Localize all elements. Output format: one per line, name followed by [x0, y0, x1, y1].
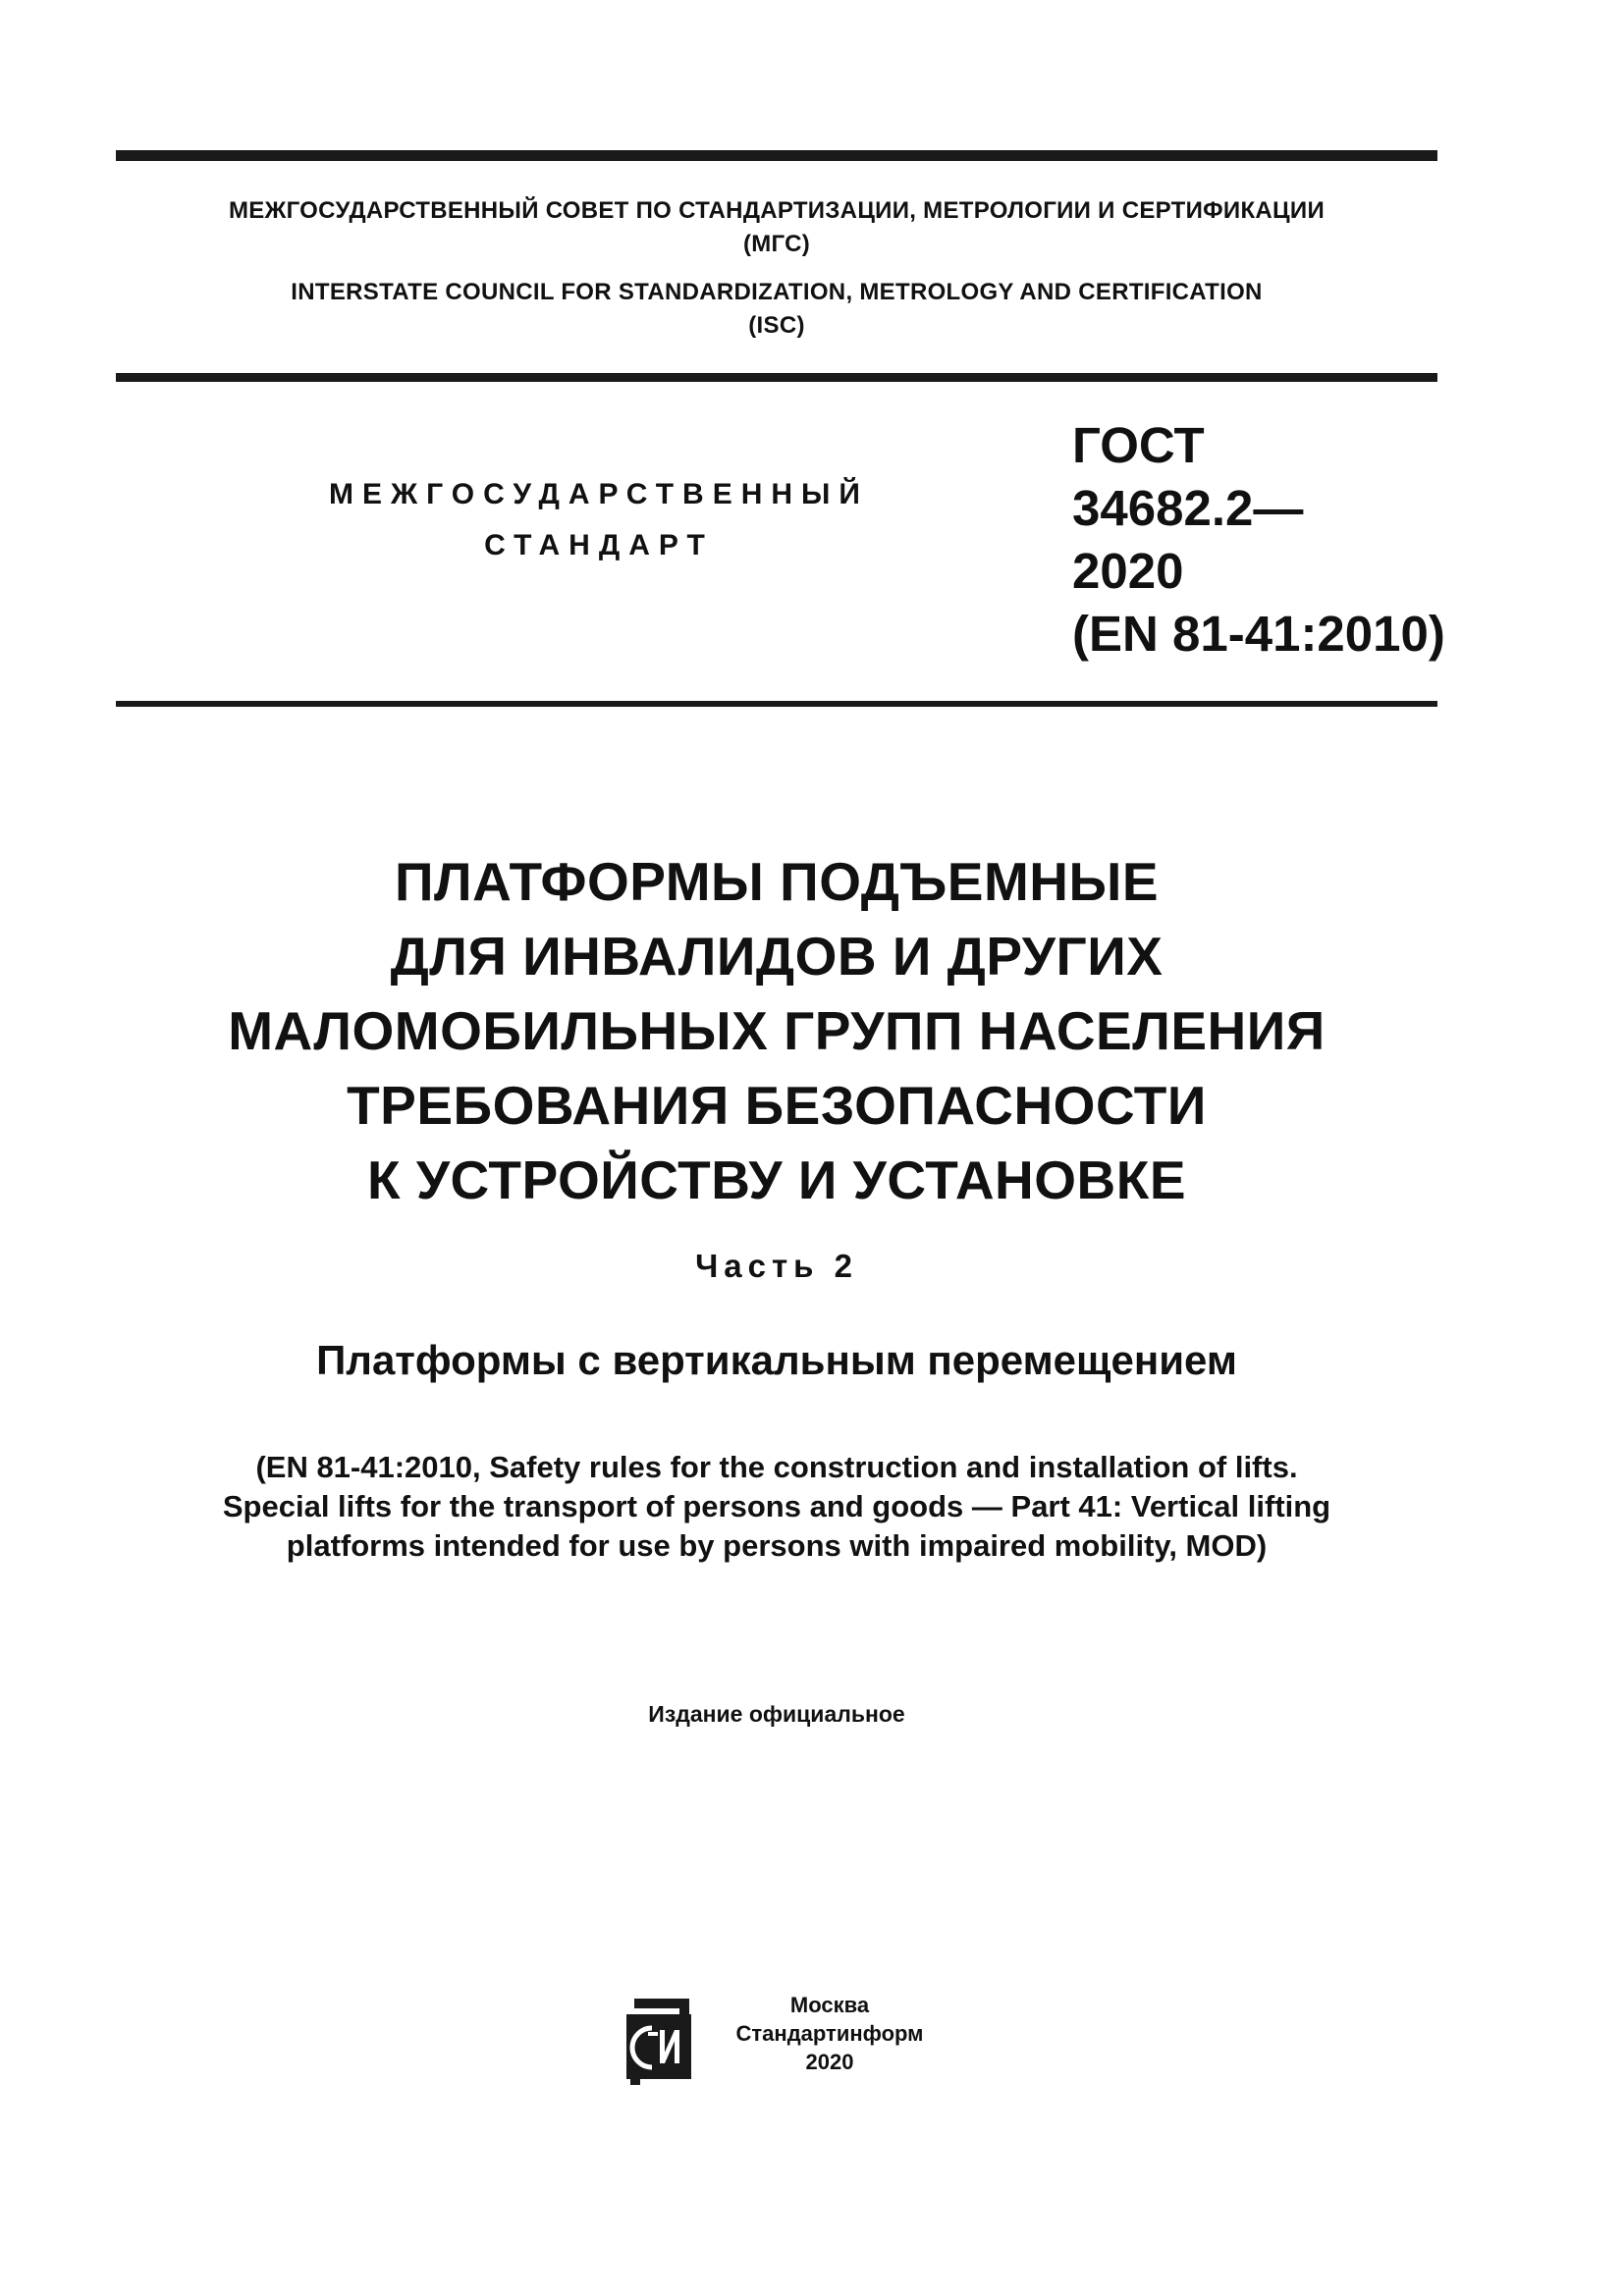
council-en-line1: INTERSTATE COUNCIL FOR STANDARDIZATION, METROLOGY AND CERTIFICATION: [291, 279, 1263, 305]
designation-line3: 2020: [1072, 543, 1184, 599]
middle-divider: [116, 373, 1437, 382]
lower-divider: [116, 701, 1437, 707]
standard-designation: [1072, 414, 1465, 666]
standard-kind-line1: МЕЖГОСУДАРСТВЕННЫЙ: [329, 478, 869, 510]
designation-line2: 34682.2—: [1072, 480, 1304, 536]
standard-kind-line2: СТАНДАРТ: [484, 529, 714, 561]
council-ru-line1: МЕЖГОСУДАРСТВЕННЫЙ СОВЕТ ПО СТАНДАРТИЗАЦИИ, МЕТРОЛОГИИ И СЕРТИФИКАЦИИ: [228, 197, 1325, 224]
part-number: Часть 2: [695, 1248, 858, 1284]
en-reference: [116, 1448, 1437, 1566]
standard-kind: [285, 469, 913, 571]
title-line: ТРЕБОВАНИЯ БЕЗОПАСНОСТИ: [347, 1075, 1207, 1136]
title-line: ДЛЯ ИНВАЛИДОВ И ДРУГИХ: [390, 926, 1164, 987]
standartinform-logo-icon: [609, 1993, 711, 2087]
designation-line1: ГОСТ: [1072, 417, 1205, 473]
council-en-line2: (ISC): [748, 312, 805, 339]
edition-label: Издание официальное: [648, 1701, 905, 1727]
publisher-city: Москва: [789, 1993, 870, 2017]
title-line: К УСТРОЙСТВУ И УСТАНОВКЕ: [366, 1149, 1187, 1210]
en-reference-line: (EN 81-41:2010, Safety rules for the construction and installation of lifts.: [255, 1450, 1298, 1484]
publisher-year: 2020: [805, 2050, 854, 2074]
title-line: ПЛАТФОРМЫ ПОДЪЕМНЫЕ: [394, 851, 1160, 912]
publisher-text: [727, 1991, 933, 2076]
title-line: МАЛОМОБИЛЬНЫХ ГРУПП НАСЕЛЕНИЯ: [228, 1000, 1326, 1061]
designation-line4: (EN 81-41:2010): [1072, 606, 1445, 662]
document-subtitle: Платформы с вертикальным перемещением: [316, 1337, 1237, 1383]
council-name-ru: [116, 194, 1437, 261]
publisher-name: Стандартинформ: [735, 2021, 924, 2046]
council-name-en: [116, 276, 1437, 343]
en-reference-line: Special lifts for the transport of persons and goods — Part 41: Vertical lifting: [222, 1489, 1331, 1523]
top-divider: [116, 150, 1437, 161]
document-title: [116, 844, 1437, 1217]
council-ru-line2: (МГС): [742, 231, 811, 257]
publisher-block: [609, 1985, 1021, 2093]
en-reference-line: platforms intended for use by persons with impaired mobility, MOD): [286, 1528, 1268, 1563]
